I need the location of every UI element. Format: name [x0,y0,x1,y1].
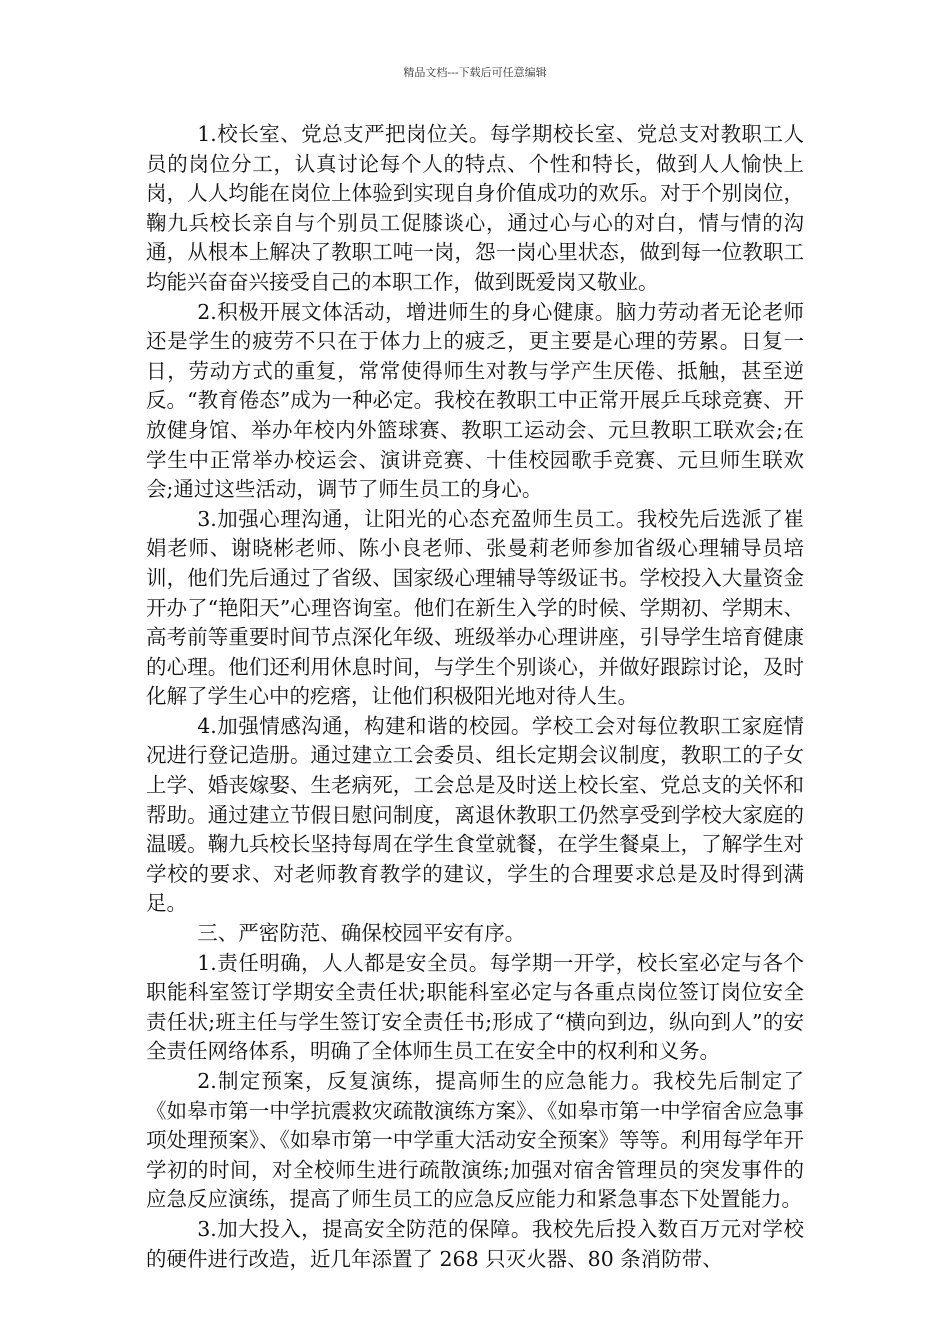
paragraph-5: 1.责任明确，人人都是安全员。每学期一开学，校长室必定与各个职能科室签订学期安全责任状;职能科室必定与各重点岗位签订岗位安全责任状;班主任与学生签订安全责任书;形成了“横向到边，纵向到人”的安全责任网络体系，明确了全体师生员工在安全中的权利和义务。 [146,950,804,1064]
paragraph-7: 3.加大投入，提高安全防范的保障。我校先后投入数百万元对学校的硬件进行改造，近几年添置了 268 只灭火器、80 条消防带、 [146,1216,804,1271]
document-body [146,120,804,1274]
paragraph-6: 2.制定预案，反复演练，提高师生的应急能力。我校先后制定了《如皋市第一中学抗震救灾疏散演练方案》、《如皋市第一中学宿舍应急事项处理预案》、《如皋市第一中学重大活动安全预案》等等。利用每学年开学初的时间，对全校师生进行疏散演练;加强对宿舍管理员的突发事件的应急反应演练，提高了师生员工的应急反应能力和紧急事态下处置能力。 [146,1069,804,1212]
paragraph-1: 1.校长室、党总支严把岗位关。每学期校长室、党总支对教职工人员的岗位分工，认真讨论每个人的特点、个性和特长，做到人人愉快上岗，人人均能在岗位上体验到实现自身价值成功的欢乐。对于个别岗位，鞠九兵校长亲自与个别员工促膝谈心，通过心与心的对白，情与情的沟通，从根本上解决了教职工吨一岗，怨一岗心里状态，做到每一位教职工均能兴奋奋兴接受自己的本职工作，做到既爱岗又敬业。 [146,122,804,294]
page-header: 精品文档---下载后可任意编辑 [403,66,547,79]
section-heading: 三、严密防范、确保校园平安有序。 [197,921,526,946]
paragraph-2: 2.积极开展文体活动，增进师生的身心健康。脑力劳动者无论老师还是学生的疲劳不只在于体力上的疲乏，更主要是心理的劳累。日复一日，劳动方式的重复，常常使得师生对教与学产生厌倦、抵触，甚至逆反。“教育倦态”成为一种必定。我校在教职工中正常开展乒乓球竞赛、开放健身馆、举办年校内外篮球赛、教职工运动会、元旦教职工联欢会;在学生中正常举办校运会、演讲竞赛、十佳校园歌手竞赛、元旦师生联欢会;通过这些活动，调节了师生员工的身心。 [146,299,804,502]
paragraph-3: 3.加强心理沟通，让阳光的心态充盈师生员工。我校先后选派了崔娟老师、谢晓彬老师、陈小良老师、张曼莉老师参加省级心理辅导员培训，他们先后通过了省级、国家级心理辅导等级证书。学校投入大量资金开办了“艳阳天”心理咨询室。他们在新生入学的时候、学期初、学期末、高考前等重要时间节点深化年级、班级举办心理讲座，引导学生培育健康的心理。他们还利用休息时间，与学生个别谈心，并做好跟踪讨论，及时化解了学生心中的疙瘩，让他们积极阳光地对待人生。 [146,506,804,709]
paragraph-4: 4.加强情感沟通，构建和谐的校园。学校工会对每位教职工家庭情况进行登记造册。通过建立工会委员、组长定期会议制度，教职工的子女上学、婚丧嫁娶、生老病死，工会总是及时送上校长室、党总支的关怀和帮助。通过建立节假日慰问制度，离退休教职工仍然享受到学校大家庭的温暖。鞠九兵校长坚持每周在学生食堂就餐，在学生餐桌上，了解学生对学校的要求、对老师教育教学的建议，学生的合理要求总是及时得到满足。 [146,713,804,916]
